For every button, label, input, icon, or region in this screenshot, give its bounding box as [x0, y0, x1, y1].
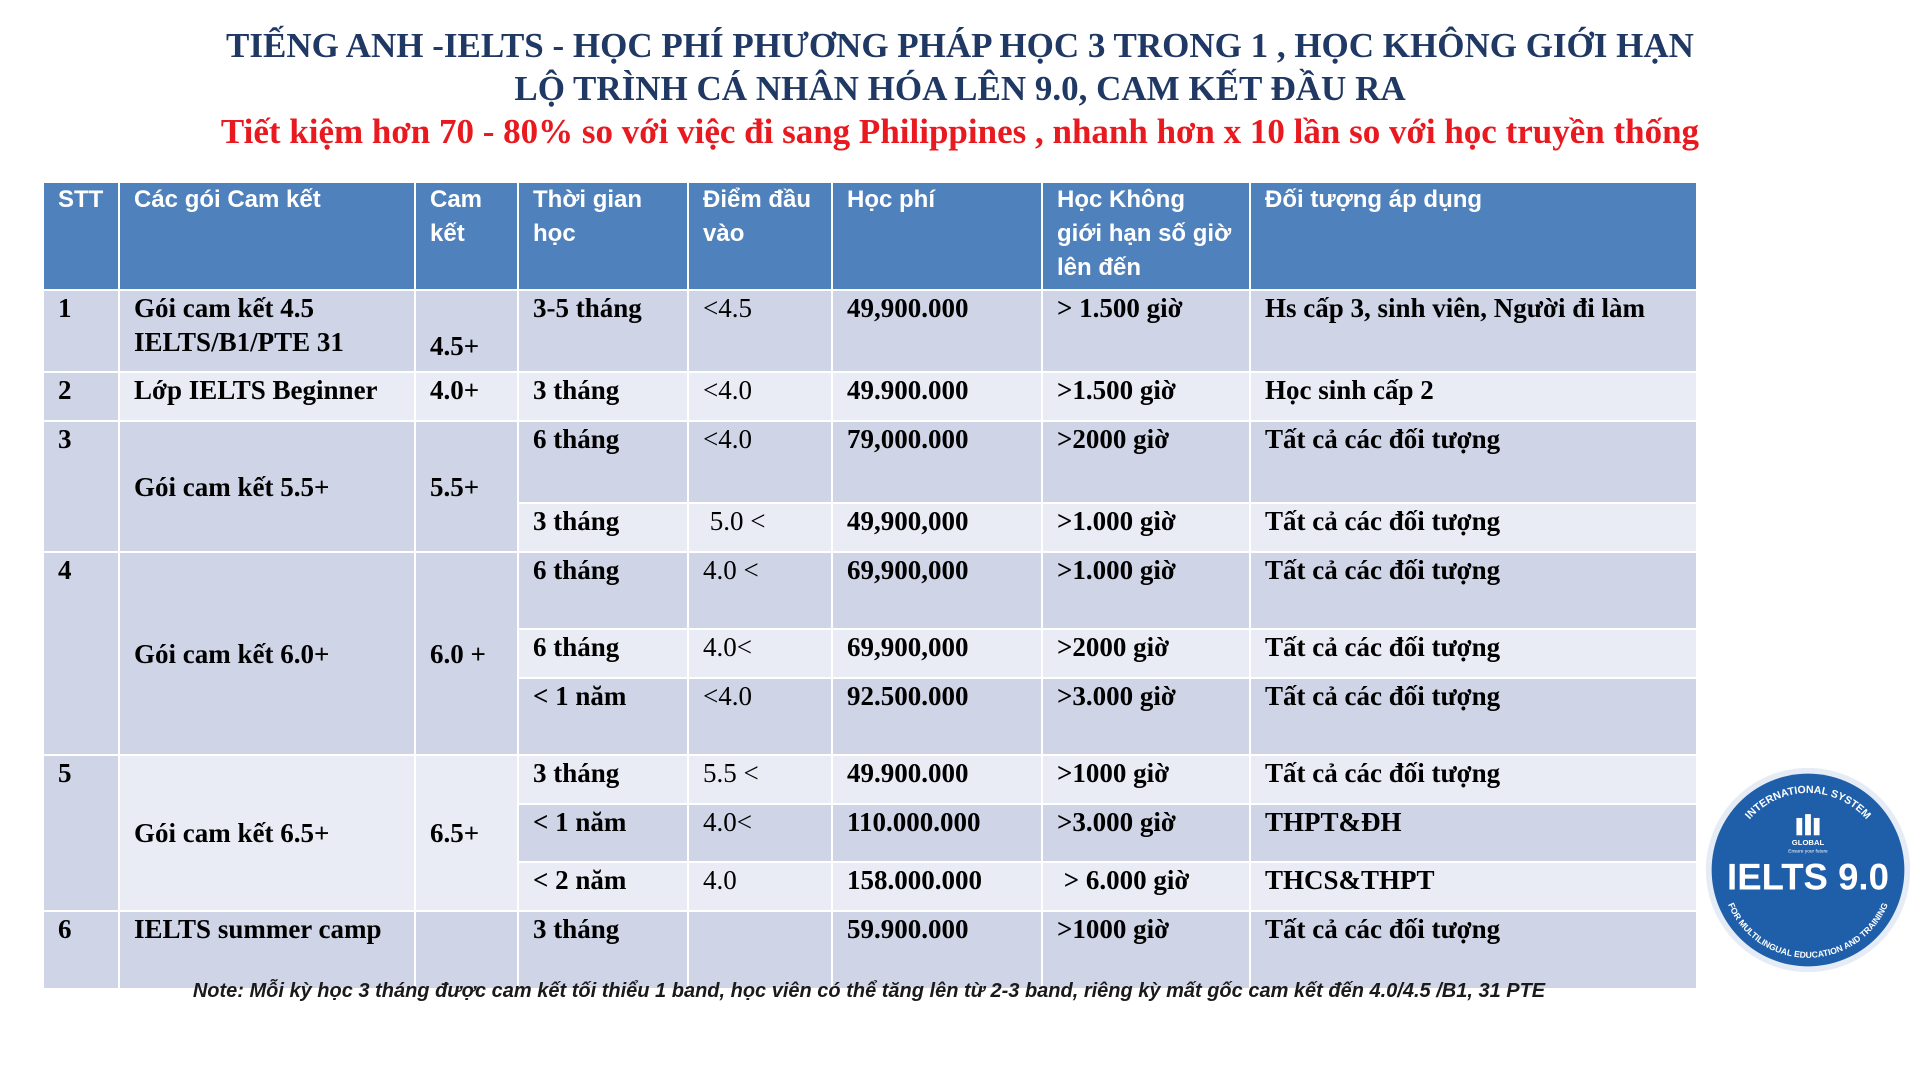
- duration-cell: < 1 năm: [518, 678, 688, 755]
- fee-cell: 158.000.000: [832, 862, 1042, 911]
- col-header-hours: Học Không giới hạn số giờ lên đến: [1042, 182, 1250, 290]
- table-row: [43, 421, 1697, 503]
- target-cell: Tất cả các đối tượng: [1250, 421, 1697, 503]
- duration-cell: < 2 năm: [518, 862, 688, 911]
- col-header-fee: Học phí: [832, 182, 1042, 290]
- hours-cell: >1000 giờ: [1042, 911, 1250, 989]
- table-row: [43, 911, 1697, 989]
- fee-table: [42, 181, 1698, 990]
- commit-cell: 6.0 +: [415, 552, 518, 755]
- title-line-1: TIẾNG ANH -IELTS - HỌC PHÍ PHƯƠNG PHÁP HỌC 3 TRONG 1 , HỌC KHÔNG GIỚI HẠN: [226, 26, 1694, 65]
- package-cell: Gói cam kết 6.0+: [119, 552, 415, 755]
- target-cell: Tất cả các đối tượng: [1250, 629, 1697, 678]
- hours-cell: >1.000 giờ: [1042, 552, 1250, 629]
- logo-ring-top-text: INTERNATIONAL SYSTEM: [1742, 783, 1873, 822]
- table-row: [43, 755, 1697, 804]
- col-header-stt: STT: [43, 182, 119, 290]
- col-header-duration: Thời gian học: [518, 182, 688, 290]
- package-cell: Lớp IELTS Beginner: [119, 372, 415, 421]
- package-cell: Gói cam kết 5.5+: [119, 421, 415, 552]
- entry-cell: 5.5 <: [688, 755, 832, 804]
- logo-ring-bottom-text: FOR MULTILINGUAL EDUCATION AND TRAINING: [1726, 901, 1890, 960]
- entry-cell: 5.0 <: [688, 503, 832, 552]
- logo-main-text: IELTS 9.0: [1727, 856, 1889, 898]
- target-cell: Hs cấp 3, sinh viên, Người đi làm: [1250, 290, 1697, 372]
- package-cell: Gói cam kết 6.5+: [119, 755, 415, 911]
- footnote: Note: Mỗi kỳ học 3 tháng được cam kết tối thiểu 1 band, học viên có thể tăng lên từ 2-3 band, riêng kỳ mất gốc cam kết đến 4.0/4.5 /B1, 31 PTE: [192, 980, 1546, 1002]
- entry-cell: [688, 911, 832, 989]
- target-cell: Tất cả các đối tượng: [1250, 755, 1697, 804]
- page-header: [0, 24, 1920, 153]
- duration-cell: 3 tháng: [518, 503, 688, 552]
- subtitle-savings: Tiết kiệm hơn 70 - 80% so với việc đi sang Philippines , nhanh hơn x 10 lần so với học truyền thống: [220, 112, 1700, 151]
- package-cell: IELTS summer camp: [119, 911, 415, 989]
- fee-cell: 59.900.000: [832, 911, 1042, 989]
- fee-cell: 49,900,000: [832, 503, 1042, 552]
- fee-cell: 69,900,000: [832, 629, 1042, 678]
- stt-cell: 1: [43, 290, 119, 372]
- entry-cell: <4.0: [688, 421, 832, 503]
- entry-cell: <4.0: [688, 372, 832, 421]
- hours-cell: > 1.500 giờ: [1042, 290, 1250, 372]
- table-row: [43, 552, 1697, 629]
- hours-cell: >2000 giờ: [1042, 629, 1250, 678]
- fee-cell: 79,000.000: [832, 421, 1042, 503]
- target-cell: THCS&THPT: [1250, 862, 1697, 911]
- target-cell: Tất cả các đối tượng: [1250, 911, 1697, 989]
- fee-cell: 49,900.000: [832, 290, 1042, 372]
- col-header-commit: Cam kết: [415, 182, 518, 290]
- hours-cell: > 6.000 giờ: [1042, 862, 1250, 911]
- table-header-row: [43, 182, 1697, 290]
- hours-cell: >3.000 giờ: [1042, 804, 1250, 862]
- title-line-2: LỘ TRÌNH CÁ NHÂN HÓA LÊN 9.0, CAM KẾT ĐẦU RA: [514, 69, 1406, 108]
- commit-cell: 4.0+: [415, 372, 518, 421]
- target-cell: Tất cả các đối tượng: [1250, 503, 1697, 552]
- target-cell: THPT&ĐH: [1250, 804, 1697, 862]
- fee-cell: 69,900,000: [832, 552, 1042, 629]
- logo-tagline: Ensure your future: [1788, 849, 1828, 855]
- hours-cell: >1000 giờ: [1042, 755, 1250, 804]
- duration-cell: 3 tháng: [518, 911, 688, 989]
- entry-cell: 4.0 <: [688, 552, 832, 629]
- table-row: [43, 372, 1697, 421]
- package-cell: Gói cam kết 4.5 IELTS/B1/PTE 31: [119, 290, 415, 372]
- target-cell: Tất cả các đối tượng: [1250, 678, 1697, 755]
- target-cell: Tất cả các đối tượng: [1250, 552, 1697, 629]
- logo-brand: GLOBAL: [1791, 837, 1825, 847]
- col-header-package: Các gói Cam kết: [119, 182, 415, 290]
- duration-cell: 6 tháng: [518, 421, 688, 503]
- commit-cell: 5.5+: [415, 421, 518, 552]
- commit-cell: [415, 911, 518, 989]
- stt-cell: 4: [43, 552, 119, 755]
- target-cell: Học sinh cấp 2: [1250, 372, 1697, 421]
- table-row: [43, 290, 1697, 372]
- stt-cell: 6: [43, 911, 119, 989]
- entry-cell: <4.5: [688, 290, 832, 372]
- commit-cell: 6.5+: [415, 755, 518, 911]
- duration-cell: 3 tháng: [518, 755, 688, 804]
- fee-cell: 49.900.000: [832, 372, 1042, 421]
- commit-cell: 4.5+: [415, 290, 518, 372]
- duration-cell: 6 tháng: [518, 629, 688, 678]
- ielts-logo: [1702, 760, 1914, 980]
- duration-cell: < 1 năm: [518, 804, 688, 862]
- duration-cell: 3-5 tháng: [518, 290, 688, 372]
- hours-cell: >1.500 giờ: [1042, 372, 1250, 421]
- entry-cell: 4.0: [688, 862, 832, 911]
- col-header-entry: Điểm đầu vào: [688, 182, 832, 290]
- stt-cell: 5: [43, 755, 119, 911]
- hours-cell: >2000 giờ: [1042, 421, 1250, 503]
- stt-cell: 2: [43, 372, 119, 421]
- fee-cell: 49.900.000: [832, 755, 1042, 804]
- fee-cell: 92.500.000: [832, 678, 1042, 755]
- duration-cell: 6 tháng: [518, 552, 688, 629]
- hours-cell: >1.000 giờ: [1042, 503, 1250, 552]
- duration-cell: 3 tháng: [518, 372, 688, 421]
- fee-cell: 110.000.000: [832, 804, 1042, 862]
- entry-cell: <4.0: [688, 678, 832, 755]
- hours-cell: >3.000 giờ: [1042, 678, 1250, 755]
- col-header-target: Đối tượng áp dụng: [1250, 182, 1697, 290]
- entry-cell: 4.0<: [688, 804, 832, 862]
- stt-cell: 3: [43, 421, 119, 552]
- entry-cell: 4.0<: [688, 629, 832, 678]
